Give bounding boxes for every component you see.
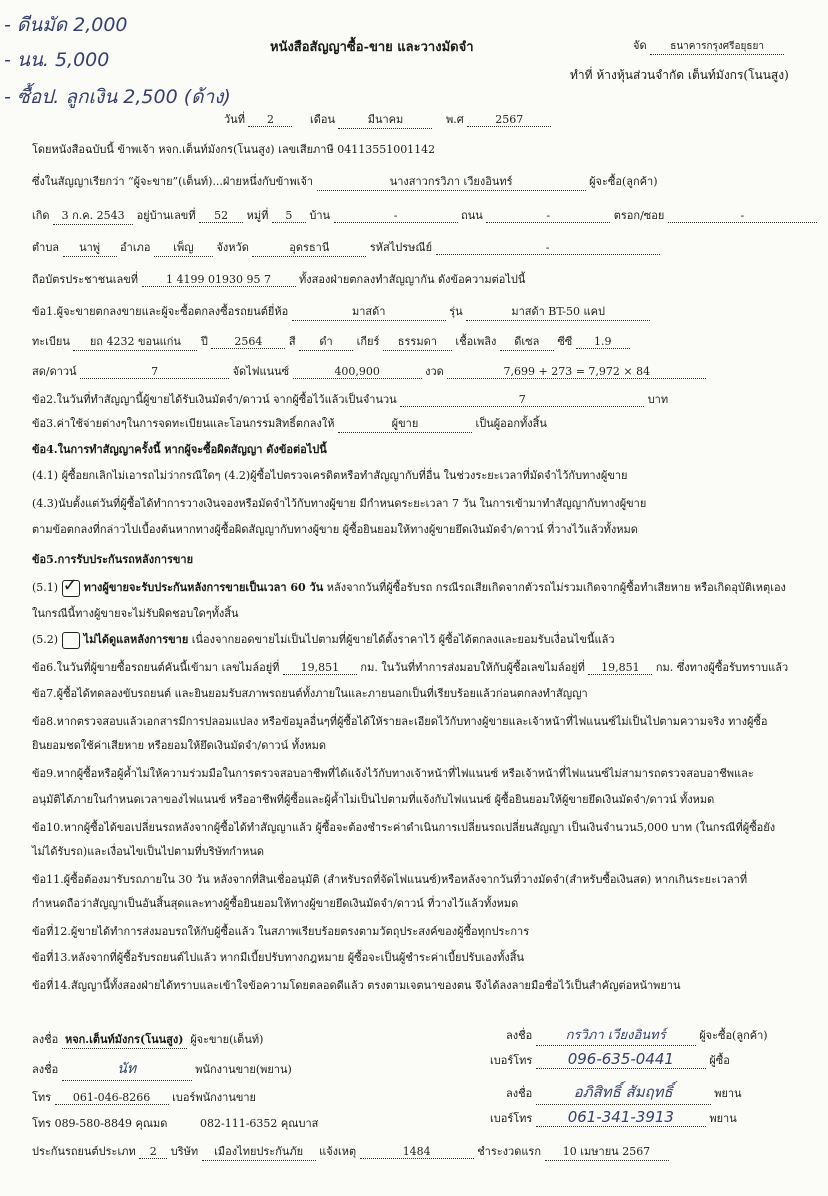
insurance-company: เมืองไทยประกันภัย: [202, 1142, 316, 1161]
clause-5-heading: ข้อ5.การรับประกันรถหลังการขาย: [32, 553, 194, 566]
postcode-value: -: [436, 241, 660, 255]
tambon-value: นาพู่: [63, 238, 117, 257]
clause-8b: ยินยอมชดใช้ค่าเสียหาย หรือยอมให้ยึดเงินมัดจำ/ดาวน์ ทั้งหมด: [32, 739, 326, 752]
id-label: ถือบัตรประชาชนเลขที่: [32, 273, 138, 286]
gear-value: ธรรมดา: [383, 332, 452, 351]
staff-tel-role: เบอร์พนักงานขาย: [172, 1091, 256, 1104]
clause-4-1: (4.1) ผู้ซื้อยกเลิกไม่เอารถไม่ว่ากรณีใดๆ (4.2)ผู้ซื้อไปตรวจเครดิตหรือทำสัญญากับที่อื่น ในช่วงระยะเวลาที่มัดจำไว้กับทางผู้ขาย: [32, 469, 628, 482]
staff-role: พนักงานขาย(พยาน): [195, 1063, 292, 1076]
warranty-checkbox[interactable]: [62, 574, 80, 597]
month-value: มีนาคม: [338, 110, 432, 129]
handnote-2: - นน. 5,000: [4, 49, 110, 71]
witness-signature: อภิสิทธิ์ สัมฤทธิ์: [536, 1080, 711, 1105]
soi-label: ตรอก/ซอย: [613, 209, 665, 222]
province-value: อุดรธานี: [252, 238, 366, 257]
model-value: มาสด้า BT-50 แคป: [466, 302, 650, 321]
phone-label: เบอร์โทร: [490, 1112, 533, 1125]
clause-11a: ข้อ11.ผู้ซื้อต้องมารับรถภายใน 30 วัน หลังจากที่สินเชื่ออนุมัติ (สำหรับรถที่จัดไฟแนนซ์)หรือหลังจากวันที่วางมัดจำ(สำหรับซื้อเงินสด) หากเกินระยะเวลาที่: [32, 873, 748, 886]
road-value: -: [486, 209, 610, 223]
buyer-name: นางสาวกรวิภา เวียงอินทร์: [317, 172, 586, 191]
fuel-value: ดีเซล: [500, 332, 554, 351]
day-value: 2: [248, 113, 292, 127]
house-value: 52: [199, 209, 243, 223]
car-year-label: ปี: [200, 335, 208, 348]
tambon-label: ตำบล: [32, 241, 60, 254]
witness-tel-role: พยาน: [709, 1112, 737, 1125]
amphoe-value: เพ็ญ: [154, 238, 213, 257]
seller-line-b: ผู้จะซื้อ(ลูกค้า): [589, 175, 658, 188]
office-tel-2: 082-111-6352 คุณบาส: [200, 1117, 319, 1130]
witness-tel-line: [490, 1108, 737, 1127]
postcode-label: รหัสไปรษณีย์: [369, 241, 433, 254]
clause-9b: อนุมัติได้ภายในกำหนดเวลาของไฟแนนซ์ หรืออาชีพที่ผู้ซื้อและผู้ค้ำไม่เป็นไปตามที่แจ้งกับไฟแนนซ์ ผู้ซื้อยินยอมให้ผู้ขายยึดเงินมัดจำ/ดาวน์ ทั้งหมด: [32, 793, 715, 806]
witness-tel: 061-341-3913: [536, 1108, 706, 1127]
buyer-tel-role: ผู้ซื้อ: [709, 1054, 730, 1067]
clause-7: ข้อ7.ผู้ซื้อได้ทดลองขับรถยนต์ และยินยอมรับสภาพรถยนต์ทั้งภายในและภายนอกเป็นที่เรียบร้อยแล้วก่อนตกลงทำสัญญา: [32, 687, 588, 700]
c6-mileage-in: 19,851: [283, 661, 357, 675]
c2-value: 7: [400, 393, 644, 407]
clause-12: ข้อที่12.ผู้ขายได้ทำการส่งมอบรถให้กับผู้ซื้อแล้ว ในสภาพเรียบร้อยตรงตามวัตถุประสงค์ของผู้ซื้อทุกประการ: [32, 925, 530, 938]
buyer-signature-line: [506, 1024, 768, 1046]
c6-text-b: กม. ในวันที่ทำการส่งมอบให้กับผู้ซื้อเลขไมล์อยู่ที่: [360, 661, 585, 674]
reg-value: ยถ 4232 ขอนแก่น: [73, 332, 197, 351]
house-label: อยู่บ้านเลขที่: [136, 209, 196, 222]
intro-text: โดยหนังสือฉบับนี้ ข้าพเจ้า หจก.เต็นท์มังกร(โนนสูง) เลขเสียภาษี 04113551001142: [32, 143, 436, 156]
clause-1: [32, 302, 650, 321]
c5-1-bold: ทางผู้ขายจะรับประกันหลังการขายเป็นเวลา 60 วัน: [83, 581, 324, 594]
checkmark-icon: ✓: [62, 574, 78, 596]
seller-role: ผู้จะขาย(เต็นท์): [190, 1033, 264, 1046]
amphoe-label: อำเภอ: [120, 241, 151, 254]
year-value: 2567: [467, 113, 551, 127]
c3-tail: เป็นผู้ออกทั้งสิ้น: [475, 417, 547, 430]
c6-text-c: กม. ซึ่งทางผู้ซื้อรับทราบแล้ว: [655, 661, 789, 674]
tel-label: โทร: [32, 1091, 52, 1104]
staff-tel: 061-046-8266: [55, 1091, 169, 1105]
finance-label: จัดไฟแนนซ์: [232, 365, 290, 378]
color-value: ดำ: [299, 332, 353, 351]
no-warranty-checkbox[interactable]: [62, 632, 80, 649]
model-label: รุ่น: [449, 305, 463, 318]
notify-label: แจ้งเหตุ: [319, 1145, 357, 1158]
date-line: [224, 110, 551, 129]
buyer-signature: กรวิภา เวียงอินทร์: [536, 1024, 696, 1046]
color-label: สี: [288, 335, 296, 348]
c6-text-a: ข้อ6.ในวันที่ผู้ขายซื้อรถยนต์คันนี้เข้ามา เลขไมล์อยู่ที่: [32, 661, 280, 674]
fuel-label: เชื้อเพลิง: [455, 335, 497, 348]
office-tel-1: โทร 089-580-8849 คุณมด: [32, 1117, 168, 1130]
staff-tel-line: [32, 1088, 256, 1106]
c5-2-prefix: (5.2): [32, 633, 59, 646]
c6-mileage-out: 19,851: [588, 661, 652, 675]
clause-5-1b: ในกรณีนี้ทางผู้ขายจะไม่รับผิดชอบใดๆทั้งสิ้น: [32, 607, 239, 620]
born-value: 3 ก.ค. 2543: [53, 206, 133, 225]
insurance-line: [32, 1142, 669, 1161]
witness-signature-line: [506, 1080, 742, 1105]
buyer-role: ผู้จะซื้อ(ลูกค้า): [699, 1029, 768, 1042]
province-label: จังหวัด: [216, 241, 249, 254]
born-label: เกิด: [32, 209, 50, 222]
first-payment-value: 10 เมษายน 2567: [545, 1142, 669, 1161]
clause-2: [32, 390, 668, 408]
clause-6: [32, 658, 788, 676]
ban-value: -: [334, 209, 458, 223]
c5-1-rest: หลังจากวันที่ผู้ซื้อรับรถ กรณีรถเสียเกิดจากตัวรถไม่รวมเกิดจากผู้ซื้อทำเสียหาย หรือเกิดอุบัติเหตุเอง: [326, 581, 786, 594]
seller-buyer-line: [32, 172, 658, 191]
c5-2-bold: ไม่ได้ดูแลหลังการขาย: [83, 633, 189, 646]
car-year-value: 2564: [211, 335, 285, 349]
witness-role: พยาน: [714, 1087, 742, 1100]
c5-1-prefix: (5.1): [32, 581, 59, 594]
clause-4-3a: (4.3)นับตั้งแต่วันที่ผู้ซื้อได้ทำการวางเงินจองหรือมัดจำไว้กับทางผู้ขาย มีกำหนดระยะเวลา 7 วัน ในการเข้ามาทำสัญญากับทางผู้ขาย: [32, 497, 647, 510]
c3-text: ข้อ3.ค่าใช้จ่ายต่างๆในการจดทะเบียนและโอนกรรมสิทธิ์ตกลงให้: [32, 417, 335, 430]
c5-2-rest: เนื่องจากยอดขายไม่เป็นไปตามที่ผู้ขายได้ตั้งราคาไว้ ผู้ซื้อได้ตกลงและยอมรับเงื่อนไขนี้แล้ว: [191, 633, 615, 646]
buyer-tel-line: [490, 1050, 730, 1069]
c3-value: ผู้ขาย: [338, 414, 472, 433]
clause-14: ข้อที่14.สัญญานี้ทั้งสองฝ่ายได้ทราบและเข้าใจข้อความโดยตลอดดีแล้ว ตรงตามเจตนาของตน จึงได้ลงลายมือชื่อไว้เป็นสำคัญต่อหน้าพยาน: [32, 979, 681, 992]
sign-label: ลงชื่อ: [32, 1033, 59, 1046]
clause-13: ข้อที่13.หลังจากที่ผู้ซื้อรับรถยนต์ไปแล้ว หากมีเบี้ยปรับทางกฎหมาย ผู้ซื้อจะเป็นผู้ชำระค่าเบี้ยปรับเองทั้งสิ้น: [32, 951, 524, 964]
clause-4-3b: ตามข้อตกลงที่กล่าวไปเบื้องต้นหากทางผู้ซื้อผิดสัญญากับทางผู้ขาย ผู้ซื้อยินยอมให้ทางผู้ขายยึดเงินมัดจำ/ดาวน์ ที่วางไว้แล้วทั้งหมด: [32, 523, 638, 536]
finance-value: 400,900: [293, 365, 422, 379]
c2-unit: บาท: [647, 393, 669, 406]
made-at: ทำที่ ห้างหุ้นส่วนจำกัด เต็นท์มังกร(โนนสูง): [570, 68, 789, 82]
cc-label: ซีซี: [557, 335, 573, 348]
vehicle-line: [32, 332, 630, 351]
inst-label: งวด: [425, 365, 444, 378]
seller-signature-line: [32, 1030, 263, 1049]
bank-name: ธนาคารกรุงศรีอยุธยา: [650, 39, 784, 55]
staff-signature: นัท: [62, 1058, 192, 1081]
year-label: พ.ศ: [445, 113, 464, 126]
handnote-1: - ดีนมัด 2,000: [4, 14, 128, 36]
id-tail: ทั้งสองฝ่ายตกลงทำสัญญากัน ดังข้อความต่อไปนี้: [299, 273, 526, 286]
month-label: เดือน: [309, 113, 335, 126]
clause-8a: ข้อ8.หากตรวจสอบแล้วเอกสารมีการปลอมแปลง หรือข้อมูลอื่นๆที่ผู้ซื้อได้ให้รายละเอียดไว้กับทางผู้ขายและเจ้าหน้าที่ไฟแนนซ์ไม่เป็นไปตามความจริง ทางผู้ซื้อ: [32, 715, 768, 728]
clause-4-heading: ข้อ4.ในการทำสัญญาครั้งนี้ หากผู้จะซื้อผิดสัญญา ดังข้อต่อไปนี้: [32, 443, 327, 456]
c1-label: ข้อ1.ผู้จะขายตกลงขายและผู้จะซื้อตกลงซื้อรถยนต์ยี่ห้อ: [32, 305, 289, 318]
sign-label: ลงชื่อ: [506, 1029, 533, 1042]
c2-text: ข้อ2.ในวันที่ทำสัญญานี้ผู้ขายได้รับเงินมัดจำ/ดาวน์ จากผู้ซื้อไว้แล้วเป็นจำนวน: [32, 393, 397, 406]
cc-value: 1.9: [576, 335, 630, 349]
day-label: วันที่: [224, 113, 245, 126]
moo-label: หมู่ที่: [246, 209, 269, 222]
document-title: หนังสือสัญญาซื้อ-ขาย และวางมัดจำ: [270, 40, 474, 55]
clause-9a: ข้อ9.หากผู้ซื้อหรือผู้ค้ำไม่ให้ความร่วมมือในการตรวจสอบอาชีพที่ได้แจ้งไว้กับทางเจ้าหน้าที่ไฟแนนซ์ หรือเจ้าหน้าที่ไฟแนนซ์ไม่สามารถตรวจสอบอาชีพและ: [32, 767, 754, 780]
rate-label: สด/ดาวน์: [32, 365, 77, 378]
rate-value: 7: [80, 365, 229, 379]
insurance-type: 2: [139, 1145, 167, 1159]
moo-value: 5: [272, 209, 306, 223]
ban-label: บ้าน: [309, 209, 331, 222]
sign-label: ลงชื่อ: [506, 1087, 533, 1100]
reg-label: ทะเบียน: [32, 335, 70, 348]
finance-line: [32, 362, 706, 380]
sign-label: ลงชื่อ: [32, 1063, 59, 1076]
seller-signature: หจก.เต็นท์มังกร(โนนสูง): [62, 1030, 187, 1049]
clause-10b: ไม่ได้รับรถ)และเงื่อนไขเป็นไปตามที่บริษัทกำหนด: [32, 845, 264, 858]
road-label: ถนน: [461, 209, 483, 222]
insurance-label: ประกันรถยนต์ประเภท: [32, 1145, 136, 1158]
district-line: [32, 238, 660, 257]
id-value: 1 4199 01930 95 7: [142, 273, 296, 287]
clause-5-2: [32, 630, 615, 649]
soi-value: -: [668, 209, 817, 223]
clause-5-1: [32, 574, 786, 597]
staff-signature-line: [32, 1058, 292, 1081]
id-line: [32, 270, 525, 288]
clause-11b: กำหนดถือว่าสัญญาเป็นอันสิ้นสุดและทางผู้ซื้อยินยอมให้ทางผู้ขายยึดเงินมัดจำ/ดาวน์ ที่วางไว้แล้วทั้งหมด: [32, 897, 519, 910]
birth-address-line: [32, 206, 817, 225]
handnote-3: - ซื้อป. ลูกเงิน 2,500 (ด้าง): [4, 86, 231, 108]
company-label: บริษัท: [170, 1145, 199, 1158]
clause-10a: ข้อ10.หากผู้ซื้อได้ขอเปลี่ยนรถหลังจากผู้ซื้อได้ทำสัญญาแล้ว ผู้ซื้อจะต้องชำระค่าดำเนินการเปลี่ยนรถเปลี่ยนสัญญา เป็นเงินจำนวน5,000 บาท (ในกรณีที่ผู้ซื้อยัง: [32, 821, 776, 834]
brand-value: มาสด้า: [292, 302, 446, 321]
gear-label: เกียร์: [356, 335, 380, 348]
clause-3: [32, 414, 547, 433]
inst-value: 7,699 + 273 = 7,972 × 84: [447, 365, 706, 379]
arranged-by: [633, 36, 784, 55]
notify-value: 1484: [360, 1145, 474, 1159]
arranged-label: จัด: [633, 39, 647, 52]
first-payment-label: ชำระงวดแรก: [477, 1145, 541, 1158]
buyer-tel: 096-635-0441: [536, 1050, 706, 1069]
seller-line-a: ซึ่งในสัญญาเรียกว่า “ผู้จะขาย”(เต็นท์)...ฝ่ายหนึ่งกับข้าพเจ้า: [32, 175, 314, 188]
phone-label: เบอร์โทร: [490, 1054, 533, 1067]
